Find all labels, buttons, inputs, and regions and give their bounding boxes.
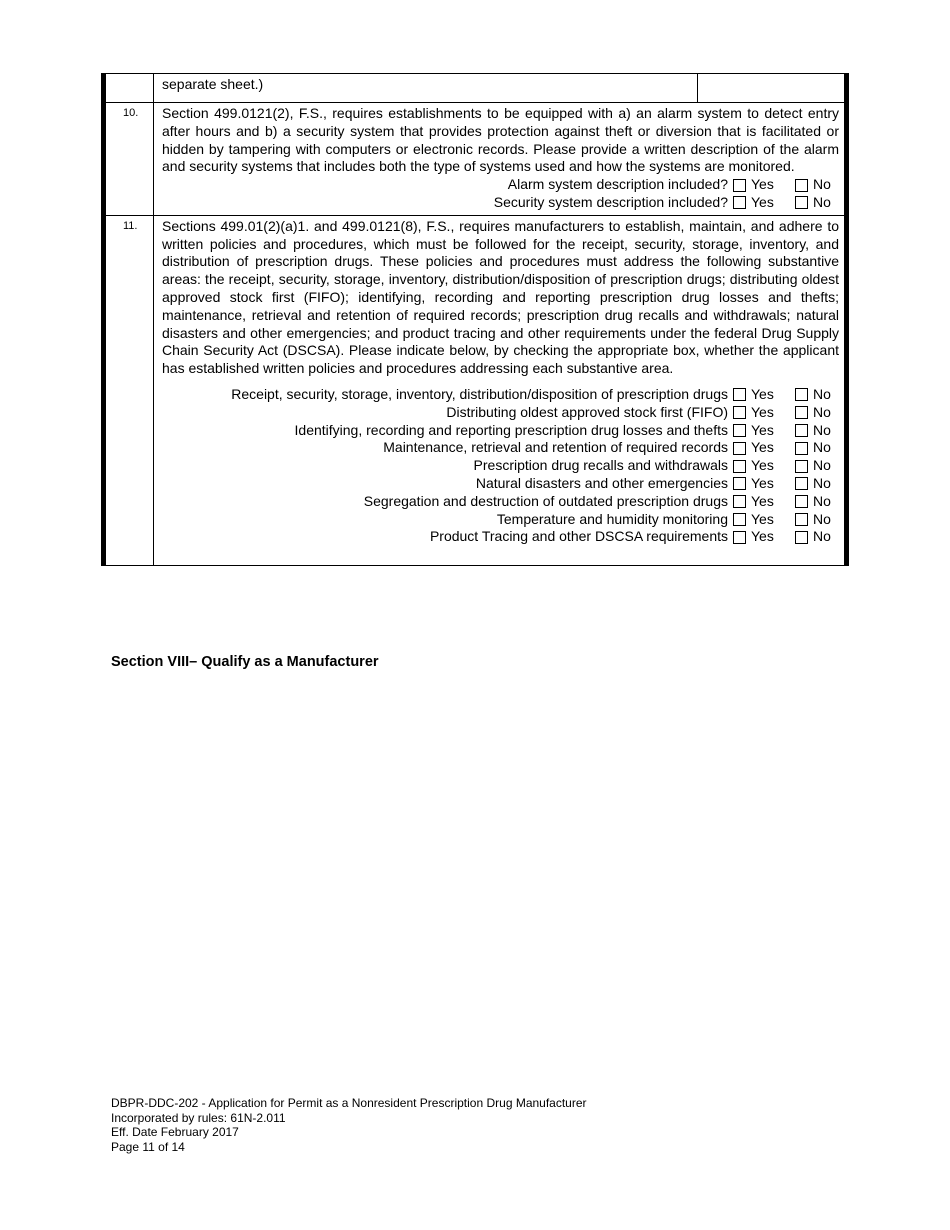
yes-checkbox[interactable]	[733, 179, 746, 192]
footer	[111, 1096, 587, 1154]
yes-checkbox[interactable]	[733, 406, 746, 419]
checklist-item	[162, 386, 839, 404]
footer-page-number: Page 11 of 14	[111, 1139, 185, 1154]
checklist-item-label: Prescription drug recalls and withdrawals	[473, 457, 728, 474]
checklist-item	[162, 475, 839, 493]
question-10-text: Section 499.0121(2), F.S., requires establishments to be equipped with a) an alarm system to detect entry after hours and b) a security system that provides protection against theft or diversion that is facilitated or hidden by tampering with computers or electronic records. Please provide a written description of the alarm and security systems that includes both the type of systems used and how the systems are monitored.	[162, 105, 839, 175]
yes-checkbox[interactable]	[733, 477, 746, 490]
no-checkbox[interactable]	[795, 388, 808, 401]
checklist-item	[162, 176, 839, 194]
no-option	[795, 511, 839, 529]
checklist-item	[162, 422, 839, 440]
checklist-item-label: Segregation and destruction of outdated prescription drugs	[363, 492, 728, 509]
yes-option	[733, 422, 795, 440]
yes-option	[733, 528, 795, 546]
no-label: No	[813, 439, 831, 456]
checklist-item-label: Security system description included?	[493, 193, 728, 210]
no-checkbox[interactable]	[795, 495, 808, 508]
no-label: No	[813, 474, 831, 491]
yes-option	[733, 404, 795, 422]
checklist-item	[162, 511, 839, 529]
no-checkbox[interactable]	[795, 179, 808, 192]
no-checkbox[interactable]	[795, 196, 808, 209]
yes-checkbox[interactable]	[733, 460, 746, 473]
yes-checkbox[interactable]	[733, 424, 746, 437]
no-option	[795, 422, 839, 440]
no-option	[795, 528, 839, 546]
row-number-cell	[106, 74, 154, 102]
yes-label: Yes	[751, 403, 774, 420]
checklist-item	[162, 404, 839, 422]
no-label: No	[813, 492, 831, 509]
no-option	[795, 493, 839, 511]
yes-label: Yes	[751, 421, 774, 438]
form-table	[101, 73, 849, 566]
checklist-item-label: Product Tracing and other DSCSA requirements	[429, 528, 728, 545]
no-label: No	[813, 385, 831, 402]
no-checkbox[interactable]	[795, 531, 808, 544]
no-option	[795, 176, 839, 194]
no-checkbox[interactable]	[795, 477, 808, 490]
yes-checkbox[interactable]	[733, 531, 746, 544]
checklist-item-label: Natural disasters and other emergencies	[475, 474, 728, 491]
yes-checkbox[interactable]	[733, 388, 746, 401]
no-checkbox[interactable]	[795, 406, 808, 419]
yes-label: Yes	[751, 510, 774, 527]
checklist-item-label: Alarm system description included?	[507, 176, 728, 193]
yes-checkbox[interactable]	[733, 196, 746, 209]
yes-label: Yes	[751, 193, 774, 210]
checklist-item	[162, 194, 839, 212]
yes-label: Yes	[751, 385, 774, 402]
checklist-item-label: Temperature and humidity monitoring	[496, 510, 728, 527]
checklist-item	[162, 439, 839, 457]
checklist-item-label: Maintenance, retrieval and retention of required records	[383, 439, 728, 456]
yes-checkbox[interactable]	[733, 495, 746, 508]
yes-label: Yes	[751, 528, 774, 545]
checklist-item	[162, 493, 839, 511]
answer-cell[interactable]	[698, 74, 844, 102]
yes-label: Yes	[751, 439, 774, 456]
question-10-checklist	[162, 176, 839, 212]
no-option	[795, 475, 839, 493]
no-option	[795, 439, 839, 457]
no-label: No	[813, 457, 831, 474]
yes-option	[733, 493, 795, 511]
no-label: No	[813, 421, 831, 438]
no-checkbox[interactable]	[795, 513, 808, 526]
no-checkbox[interactable]	[795, 460, 808, 473]
yes-option	[733, 194, 795, 212]
table-row-continued	[106, 73, 844, 103]
yes-label: Yes	[751, 474, 774, 491]
footer-effective-date: Eff. Date February 2017	[111, 1125, 239, 1139]
yes-checkbox[interactable]	[733, 442, 746, 455]
continued-text: separate sheet.)	[154, 74, 698, 102]
checklist-item	[162, 528, 839, 546]
no-label: No	[813, 403, 831, 420]
no-option	[795, 194, 839, 212]
checklist-item-label: Distributing oldest approved stock first (FIFO)	[446, 403, 728, 420]
yes-option	[733, 439, 795, 457]
no-checkbox[interactable]	[795, 442, 808, 455]
yes-option	[733, 176, 795, 194]
yes-option	[733, 457, 795, 475]
no-label: No	[813, 528, 831, 545]
yes-option	[733, 511, 795, 529]
no-checkbox[interactable]	[795, 424, 808, 437]
yes-label: Yes	[751, 457, 774, 474]
yes-checkbox[interactable]	[733, 513, 746, 526]
table-row-11	[106, 216, 844, 566]
section-heading: Section VIII– Qualify as a Manufacturer	[111, 654, 379, 670]
no-option	[795, 457, 839, 475]
row-number: 11.	[106, 216, 154, 565]
checklist-item	[162, 457, 839, 475]
table-row-10	[106, 103, 844, 216]
no-label: No	[813, 193, 831, 210]
footer-rules: Incorporated by rules: 61N-2.011	[111, 1110, 286, 1125]
checklist-item-label: Receipt, security, storage, inventory, distribution/disposition of prescription drugs	[231, 385, 728, 402]
question-11-checklist	[162, 386, 839, 546]
yes-option	[733, 475, 795, 493]
yes-label: Yes	[751, 492, 774, 509]
no-option	[795, 404, 839, 422]
no-option	[795, 386, 839, 404]
footer-form-title: DBPR-DDC-202 - Application for Permit as a Nonresident Prescription Drug Manufacturer	[111, 1096, 587, 1110]
yes-label: Yes	[751, 176, 774, 193]
question-11-text: Sections 499.01(2)(a)1. and 499.0121(8), F.S., requires manufacturers to establish, maintain, and adhere to written policies and procedures, which must be followed for the receipt, security, storage, inventory, and distribution of prescription drugs. These policies and procedures must address the following substantive areas: the receipt, security, storage, inventory, distribution/disposition of prescription drugs; distributing oldest approved stock first (FIFO); identifying, recording and reporting prescription drug losses and thefts; maintenance, retrieval and retention of required records; prescription drug recalls and withdrawals; natural disasters and other emergencies; and product tracing and other requirements under the federal Drug Supply Chain Security Act (DSCSA). Please indicate below, by checking the appropriate box, whether the applicant has established written policies and procedures addressing each substantive area.	[162, 217, 839, 377]
no-label: No	[813, 510, 831, 527]
yes-option	[733, 386, 795, 404]
checklist-item-label: Identifying, recording and reporting prescription drug losses and thefts	[294, 421, 728, 438]
row-number: 10.	[106, 103, 154, 215]
no-label: No	[813, 176, 831, 193]
